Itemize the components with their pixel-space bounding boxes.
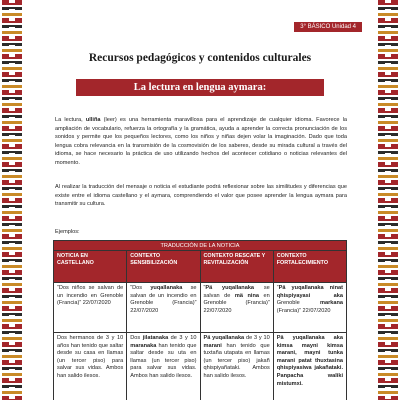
intro-paragraph (55, 116, 347, 168)
grade-unit-badge: 3° BÁSICO Unidad 4 (294, 22, 362, 32)
table-cell: “Dos yuqallanaka se salvan de un incendio en Grenoble (Francia)” 22/07/2020 (127, 283, 200, 333)
column-header: NOTICIA EN CASTELLANO (54, 251, 127, 283)
table-cell: “Pä yuqallanaka ninat qhispiyayasi aka Grenoble markana (Francia)” 22/07/2020 (273, 283, 346, 333)
translation-table (53, 240, 347, 400)
table-cell: Pä yuqallanaka de 3 y 10 marani han tenido que tuxtaña utapata en llamas (un tercer piso) jakañ qhispiyañataki. Ambos han salido ilesos. (200, 333, 273, 400)
column-header: CONTEXTO RESCATE Y REVITALIZACIÓN (200, 251, 273, 283)
intro-text-rest: (leer) es una herramienta maravillosa para el aprendizaje de cualquier idioma. Favorece la ampliación de vocabulario, refuerza la ortografía y la gramática, ayuda a aprender la correcta pronunciación de los sonidos y permite que los pequeños lectores, como los niños y niñas dejen volar la imaginación. Dado que toda lengua cobra relevancia en la transmisión de la cosmovisión de los saberes, desde su mirada cultural a través del idioma, se hace necesario la práctica de uso utilizando hechos del acontecer cotidiano o noticias relevantes del momento. (55, 117, 347, 166)
intro-keyword: ulliña (85, 117, 101, 123)
table-title: TRADUCCIÓN DE LA NOTICIA (54, 241, 347, 251)
table-cell: “Dos niños se salvan de un incendio en Grenoble (Francia)” 22/07/2020 (54, 283, 127, 333)
page-title: Recursos pedagógicos y contenidos culturales (88, 52, 312, 64)
table-cell: “Pä yuqallanaka se salvan de mä nina en Grenoble (Francia)” 22/07/2020 (200, 283, 273, 333)
table-cell: Dos jilatanaka de 3 y 10 maranaka han tenido que saltar desde su uta en llamas (un tercer piso) para salvar sus vidas. Ambos han salido ilesos. (127, 333, 200, 400)
section-title: La lectura en lengua aymara: (76, 79, 324, 96)
examples-label: Ejemplos: (55, 229, 80, 235)
table-cell: Pä yuqallanaka aka kimsa mayni kimsa marani, mayni tunka marani patat thuxtasina qhispiyasiwa jakañataki. Panpacha waliki mistumxi. (273, 333, 346, 400)
intro-text-start: La lectura, (55, 117, 86, 123)
column-header: CONTEXTO SENSIBILIZACIÓN (127, 251, 200, 283)
column-header: CONTEXTO FORTALECIMIENTO (273, 251, 346, 283)
reflection-paragraph: Al realizar la traducción del mensaje o noticia el estudiante podrá reflexionar sobre las similitudes y diferencias que existe entre el idioma castellano y el aymara, comprendiendo el valor que posee aprender la lengua aymara para transmitir su cultura. (55, 184, 347, 208)
table-cell: Dos hermanos de 3 y 10 años han tenido que saltar desde su casa en llamas (un tercer piso) para salvar sus vidas. Ambos han salido ilesos. (54, 333, 127, 400)
